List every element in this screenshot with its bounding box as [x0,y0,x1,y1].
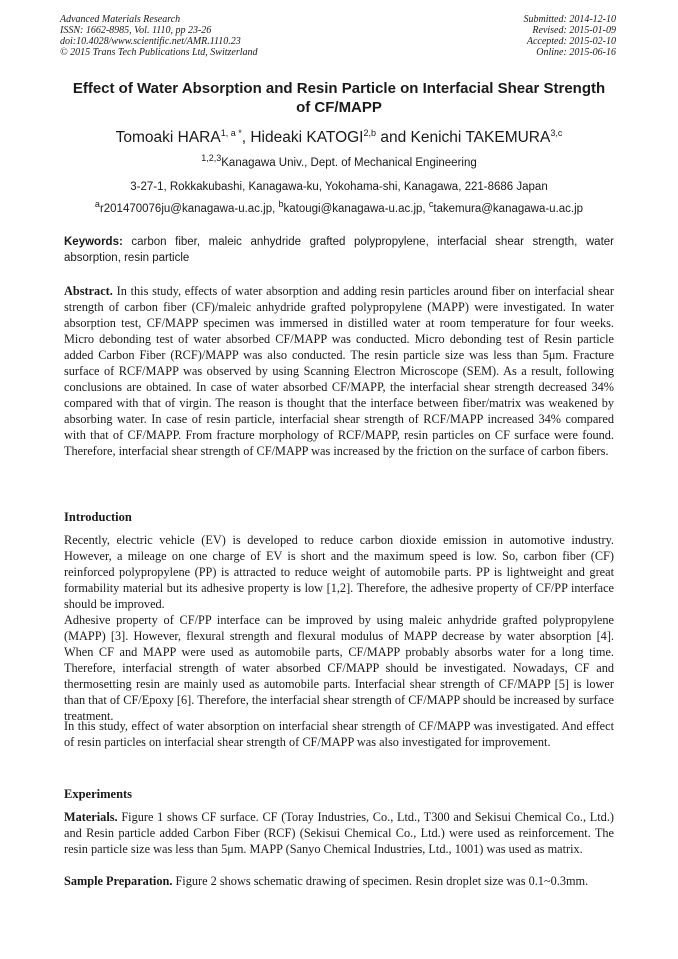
email-mark: a [94,199,100,210]
introduction-paragraph: Adhesive property of CF/PP interface can be improved by using maleic anhydride grafted polypropylene (MAPP) [3]. However, flexural strength and flexural modulus of MAPP decrease by water absorption [4]. When CF and MAPP were used as automobile parts, CF/MAPP probably absorbs water for a long time. Therefore, interfacial strength of water absorbed CF/MAPP should be investigated. Nowadays, CF and thermosetting resin are mainly used as automobile parts. Interfacial shear strength of CF/MAPP [5] is lower than that of CF/Epoxy [6]. Therefore, the interfacial shear strength of CF/MAPP should be increased by surface treatment. [64,613,614,723]
sample-preparation-text: Figure 2 shows schematic drawing of specimen. Resin droplet size was 0.1~0.3mm. [172,874,589,888]
sample-preparation-label: Sample Preparation. [64,874,173,888]
email-mark: c [428,199,434,210]
email-mark: b [278,199,284,210]
affiliation-mark: 1,2,3 [201,153,222,164]
submitted-date: Submitted: 2014-12-10 [523,14,616,25]
author-name: Kenichi TAKEMURA [410,129,551,146]
author-emails [30,199,648,216]
materials-text: Figure 1 shows CF surface. CF (Toray Industries, Co., Ltd., T300 and Sekisui Chemical Co., Ltd.) and Resin particle added Carbon Fiber (RCF) (Sekisui Chemical Co., Ltd.) were used as reinforcement. The resin particle size was less than 5μm. MAPP (Sanyo Chemical Industries, Ltd., 1001) was used as matrix. [64,810,614,856]
author-separator: and [376,129,411,146]
publication-info [60,14,258,58]
online-date: Online: 2015-06-16 [536,47,616,58]
accepted-date: Accepted: 2015-02-10 [526,36,616,47]
author-name: Hideaki KATOGI [250,129,364,146]
introduction-heading: Introduction [64,510,132,524]
email-link[interactable]: r201470076ju@kanagawa-u.ac.jp, [99,203,279,215]
introduction-paragraph: In this study, effect of water absorption on interfacial shear strength of CF/MAPP was investigated. And effect of resin particles on interfacial shear strength of CF/MAPP was also investigated for improvement. [64,719,614,749]
abstract-text: In this study, effects of water absorption and adding resin particles around fiber on interfacial shear strength of carbon fiber (CF)/maleic anhydride grafted polypropylene (MAPP) were investigated. In water absorption test, CF/MAPP specimen was immersed in distilled water at room temperature for four weeks. Micro debonding test of water absorbed CF/MAPP was conducted. Micro debonding test of Resin particle added Carbon Fiber (RCF)/MAPP was also conducted. The resin particle size was less than 5μm. Fracture surface of RCF/MAPP was observed by using Scanning Electron Microscope (SEM). As a result, following conclusions are obtained. In case of water absorbed CF/MAPP, the interfacial shear strength decreased 34% compared with that of virgin. The reason is thought that the interface between fiber/matrix was weakened by absorbing water. In case of resin particle, interfacial shear strength of RCF/MAPP increased 34% compared with that of CF/MAPP. From fracture morphology of RCF/MAPP, resin particles on CF surface were found. Therefore, interfacial shear strength of CF/MAPP was increased by the friction on the surface of carbon fibers. [64,284,614,458]
author-list [40,128,638,148]
issn-line: ISSN: 1662-8985, Vol. 1110, pp 23-26 [60,25,212,36]
affiliation-name [40,153,638,170]
affiliation-address: 3-27-1, Rokkakubashi, Kanagawa-ku, Yokohama-shi, Kanagawa, 221-8686 Japan [130,181,548,193]
doi-line: doi:10.4028/www.scientific.net/AMR.1110.23 [60,36,241,47]
email-link[interactable]: katougi@kanagawa-u.ac.jp, [283,203,429,215]
keywords [64,234,614,266]
revised-date: Revised: 2015-01-09 [532,25,616,36]
author-name: Tomoaki HARA [115,129,221,146]
affiliation-text: Kanagawa Univ., Dept. of Mechanical Engineering [221,157,477,169]
author-affiliation-mark: 3,c [550,127,563,138]
author-affiliation-mark: 1, a * [220,127,242,138]
journal-name: Advanced Materials Research [60,14,181,25]
abstract-label: Abstract. [64,284,113,298]
copyright-line: © 2015 Trans Tech Publications Ltd, Switzerland [60,47,258,58]
sample-preparation-paragraph [64,873,614,889]
keywords-text: carbon fiber, maleic anhydride grafted polypropylene, interfacial shear strength, water absorption, resin particle [64,236,614,264]
submission-dates [524,14,617,58]
abstract [64,283,614,459]
author-separator: , [241,129,251,146]
keywords-label: Keywords: [64,236,123,248]
materials-paragraph [64,809,614,857]
introduction-paragraph: Recently, electric vehicle (EV) is developed to reduce carbon dioxide emission in automotive industry. However, a mileage on one charge of EV is short and the maximum speed is low. So, carbon fiber (CF) reinforced polypropylene (PP) is attracted to reduce weight of automobile parts. PP is lightweight and great formability material but its adhesive property is low [1,2]. Therefore, the adhesive property of CF/PP interface should be improved. [64,533,614,611]
experiments-heading: Experiments [64,787,133,801]
author-affiliation-mark: 2,b [363,127,377,138]
materials-label: Materials. [64,810,118,824]
email-link[interactable]: takemura@kanagawa-u.ac.jp [433,203,584,215]
paper-title: Effect of Water Absorption and Resin Particle on Interfacial Shear Strength of CF/MAPP [72,80,606,116]
